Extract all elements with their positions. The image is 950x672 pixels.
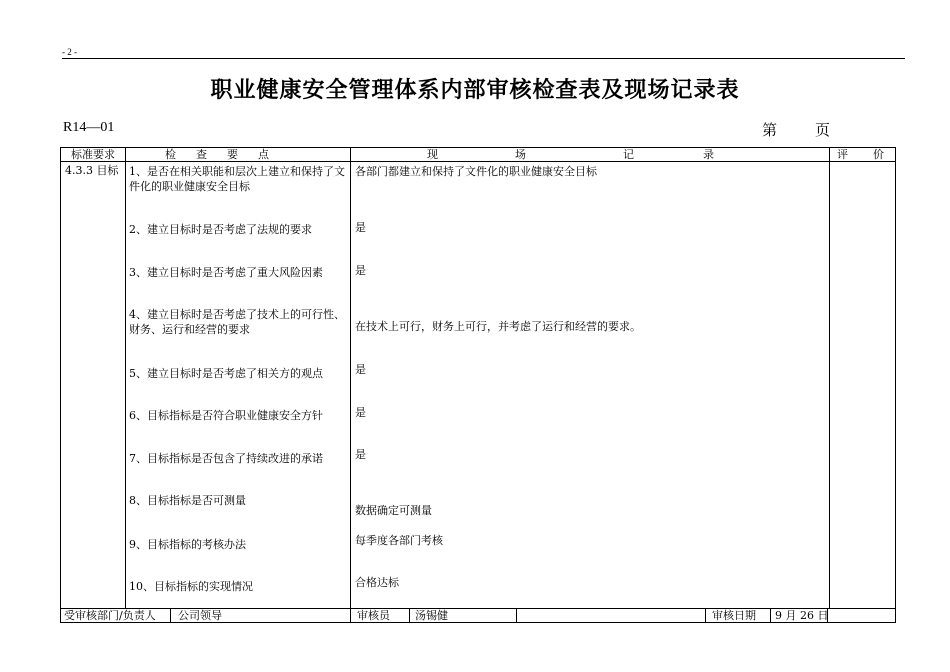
header-evaluation xyxy=(837,148,897,162)
auditee-dept-value: 公司领导 xyxy=(178,609,222,622)
footer-divider-v xyxy=(516,608,517,623)
header-evaluation-char: 价 xyxy=(873,148,884,161)
page-label-suffix: 页 xyxy=(815,121,831,139)
page-label xyxy=(762,119,830,140)
record: 合格达标 xyxy=(355,576,399,589)
header-records xyxy=(427,148,747,162)
header-standard: 标准要求 xyxy=(71,148,115,161)
col-divider xyxy=(125,148,126,609)
page-number: - 2 - xyxy=(62,47,77,57)
record: 数据确定可测量 xyxy=(355,504,432,517)
col-divider xyxy=(350,148,351,623)
header-points-char: 查 xyxy=(196,148,207,161)
footer-divider-v xyxy=(705,608,706,623)
footer-divider-v xyxy=(409,608,410,623)
header-records-char: 记 xyxy=(623,148,634,161)
check-point: 1、是否在相关职能和层次上建立和保持了文件化的职业健康安全目标 xyxy=(129,165,345,193)
check-point: 9、目标指标的考核办法 xyxy=(129,538,246,551)
record: 各部门都建立和保持了文件化的职业健康安全目标 xyxy=(355,165,597,178)
check-point: 4、建立目标时是否考虑了技术上的可行性、财务、运行和经营的要求 xyxy=(129,308,345,336)
header-records-char: 场 xyxy=(515,148,526,161)
footer-divider-v xyxy=(770,608,771,623)
record: 是 xyxy=(355,221,366,234)
check-point: 6、目标指标是否符合职业健康安全方针 xyxy=(129,409,323,422)
record: 是 xyxy=(355,363,366,376)
record: 是 xyxy=(355,406,366,419)
document-title: 职业健康安全管理体系内部审核检查表及现场记录表 xyxy=(210,78,740,103)
checklist-table xyxy=(60,147,896,623)
audit-date-label: 审核日期 xyxy=(712,609,756,622)
auditee-dept-label: 受审核部门/负责人 xyxy=(64,609,156,622)
form-code: R14—01 xyxy=(63,120,115,135)
check-point: 3、建立目标时是否考虑了重大风险因素 xyxy=(129,266,323,279)
page-label-prefix: 第 xyxy=(762,121,778,139)
record: 是 xyxy=(355,448,366,461)
record: 在技术上可行，财务上可行，并考虑了运行和经营的要求。 xyxy=(355,320,641,333)
header-rule xyxy=(62,58,905,59)
auditor-value: 汤锡健 xyxy=(415,609,448,622)
check-point: 10、目标指标的实现情况 xyxy=(129,580,253,593)
header-records-char: 录 xyxy=(703,148,714,161)
col-divider xyxy=(829,148,830,609)
check-point: 5、建立目标时是否考虑了相关方的观点 xyxy=(129,367,323,380)
check-point: 2、建立目标时是否考虑了法规的要求 xyxy=(129,223,312,236)
clause-cell: 4.3.3 目标 xyxy=(65,164,119,177)
footer-divider-v xyxy=(170,608,171,623)
header-points xyxy=(165,148,285,162)
check-point: 7、目标指标是否包含了持续改进的承诺 xyxy=(129,452,323,465)
record: 是 xyxy=(355,264,366,277)
header-records-char: 现 xyxy=(427,148,438,161)
record: 每季度各部门考核 xyxy=(355,534,443,547)
header-points-char: 检 xyxy=(165,148,176,161)
check-point: 8、目标指标是否可测量 xyxy=(129,494,246,507)
audit-date-value: 9 月 26 日 xyxy=(775,609,829,622)
header-points-char: 点 xyxy=(258,148,269,161)
auditor-label: 审核员 xyxy=(357,609,390,622)
header-evaluation-char: 评 xyxy=(837,148,848,161)
header-points-char: 要 xyxy=(227,148,238,161)
